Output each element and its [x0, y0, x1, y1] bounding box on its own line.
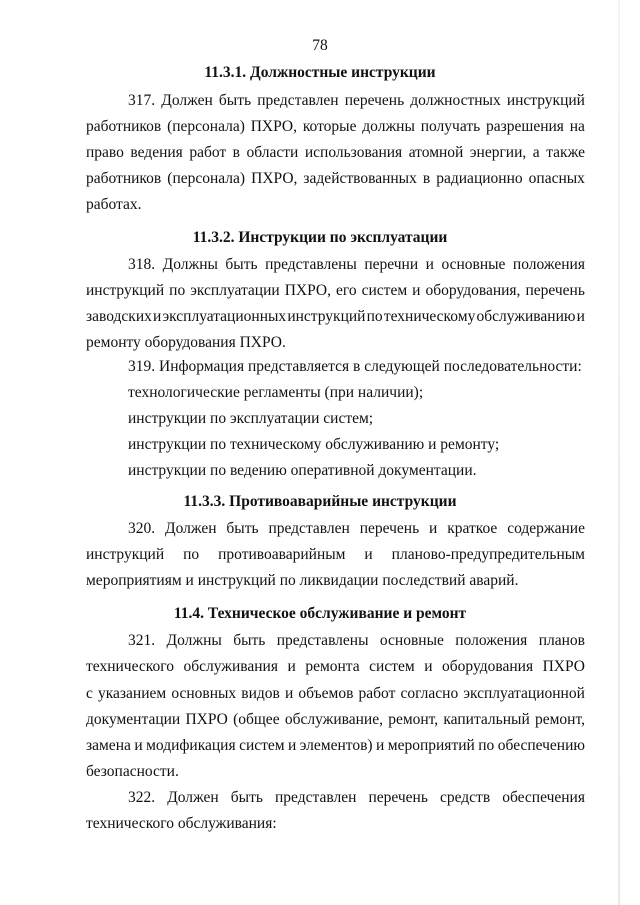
para-321-line-5 [86, 737, 585, 755]
word: получать [420, 118, 481, 135]
word: положения [455, 632, 528, 649]
word: работников [86, 118, 162, 135]
word: и [284, 685, 294, 702]
para-317-line-4 [86, 170, 585, 188]
word: с [86, 685, 93, 702]
word: техническому [383, 308, 476, 325]
word: инструкций [287, 308, 366, 325]
word: ПХРО, [284, 282, 331, 299]
para-320-line-2 [86, 546, 585, 564]
section-heading-11-3-2: 11.3.2. Инструкции по эксплуатации [192, 229, 448, 246]
word: представлен [257, 92, 339, 109]
word: представлен [268, 520, 350, 537]
word: инструкций [86, 546, 165, 563]
word: краткое [447, 520, 498, 537]
para-320-line-3: мероприятиям и инструкций по ликвидации последствий аварий. [86, 572, 519, 589]
word: и [424, 658, 433, 675]
word: 321. [128, 632, 156, 649]
word: обслуживанию [476, 308, 576, 325]
word: Должен [167, 789, 219, 806]
word: работ [358, 685, 396, 702]
word: положения [512, 256, 585, 273]
word: и [153, 308, 162, 325]
section-heading-11-4: 11.4. Техническое обслуживание и ремонт [173, 605, 467, 622]
list-item: инструкции по эксплуатации систем; [128, 410, 374, 427]
word: (персонала) [167, 170, 246, 187]
para-321-line-1 [128, 632, 585, 650]
word: энергии, [469, 144, 527, 161]
word: опасных [528, 170, 585, 187]
para-320-line-1 [128, 520, 585, 538]
word: по [478, 737, 495, 754]
word: Должны [166, 632, 222, 649]
word: 322. [128, 789, 156, 806]
word: радиационно [436, 170, 523, 187]
section-heading-11-3-1: 11.3.1. Должностные инструкции [204, 64, 436, 81]
word: перечень [344, 92, 405, 109]
word: использования [304, 144, 403, 161]
para-318-line-1 [128, 256, 585, 274]
word: (общее [233, 711, 280, 728]
word: основные [441, 256, 506, 273]
word: и [287, 658, 296, 675]
word: быть [230, 789, 263, 806]
word: перечень [525, 282, 585, 299]
word: ремонт, [534, 711, 585, 728]
word: планово-предупредительным [391, 546, 585, 563]
list-item: инструкции по техническому обслуживанию и ремонту; [128, 436, 500, 453]
word: быть [233, 632, 266, 649]
word: и [134, 737, 143, 754]
word: ПХРО [542, 658, 585, 675]
list-item: инструкции по ведению оперативной документации. [128, 462, 477, 479]
word: указанием [98, 685, 167, 702]
word: его [336, 282, 357, 299]
word: мероприятий [387, 737, 475, 754]
word: инструкций [506, 92, 585, 109]
word: оборудования [442, 658, 534, 675]
para-319-intro: 319. Информация представляется в следующей последовательности: [128, 358, 582, 375]
word: ведения [130, 144, 183, 161]
word: обеспечения [502, 789, 585, 806]
word: ремонта [305, 658, 360, 675]
word: систем [361, 282, 408, 299]
word: средств [439, 789, 491, 806]
word: систем [239, 737, 285, 754]
word: право [86, 144, 124, 161]
word: эксплуатационных [162, 308, 287, 325]
word: обеспечению [497, 737, 585, 754]
page-number: 78 [312, 37, 328, 54]
word: на [569, 118, 585, 135]
word: по [183, 546, 200, 563]
word: объемов [298, 685, 354, 702]
word: технического [86, 658, 174, 675]
word: быть [225, 256, 258, 273]
word: видов [241, 685, 280, 702]
para-317-line-2 [86, 118, 585, 136]
word: и [364, 546, 373, 563]
word: задействованных [303, 170, 417, 187]
word: и [412, 282, 421, 299]
word: разрешения [486, 118, 564, 135]
word: представлены [276, 632, 369, 649]
word: ремонт, [388, 711, 439, 728]
word: в [232, 144, 240, 161]
para-321-line-6: безопасности. [86, 763, 179, 780]
word: должны [362, 118, 415, 135]
scan-edge-shadow [618, 0, 620, 905]
word: и [576, 308, 585, 325]
word: которые [302, 118, 357, 135]
word: в [422, 170, 431, 187]
word: Должны [162, 256, 218, 273]
word: ПХРО, [251, 170, 298, 187]
para-321-line-4 [86, 711, 585, 729]
word: содержание [507, 520, 585, 537]
word: модификация [146, 737, 236, 754]
word: планов [538, 632, 585, 649]
word: Должен [161, 92, 213, 109]
word: а [532, 144, 540, 161]
word: эксплуатации [190, 282, 280, 299]
para-317-line-3 [86, 144, 585, 162]
word: и [376, 737, 385, 754]
word: капитальный [443, 711, 530, 728]
para-321-line-3 [86, 685, 585, 703]
word: Должен [165, 520, 217, 537]
word: ПХРО, [250, 118, 297, 135]
list-item: технологические регламенты (при наличии); [128, 384, 424, 401]
word: также [546, 144, 585, 161]
word: основные [379, 632, 444, 649]
word: систем [369, 658, 415, 675]
word: представлен [275, 789, 357, 806]
word: работников [86, 170, 162, 187]
word: обслуживание, [284, 711, 383, 728]
word: перечни [364, 256, 419, 273]
para-318-line-2 [86, 282, 585, 300]
word: перечень [368, 789, 428, 806]
word: 317. [128, 92, 156, 109]
word: документации [86, 711, 181, 728]
word: быть [218, 92, 252, 109]
word: области [246, 144, 299, 161]
word: (персонала) [167, 118, 245, 135]
para-317-line-5: работах. [86, 196, 142, 213]
word: и [429, 520, 438, 537]
word: и [425, 256, 434, 273]
word: 318. [128, 256, 156, 273]
section-heading-11-3-3: 11.3.3. Противоаварийные инструкции [183, 493, 457, 510]
para-322-line-2: технического обслуживания: [86, 815, 277, 832]
word: инструкций [86, 282, 165, 299]
para-318-line-3 [86, 308, 585, 326]
word: по [366, 308, 383, 325]
para-322-line-1 [128, 789, 585, 807]
word: согласно [400, 685, 459, 702]
word: заводских [86, 308, 152, 325]
word: основных [171, 685, 237, 702]
para-318-line-4: ремонту оборудования ПХРО. [86, 334, 286, 351]
word: работ [189, 144, 227, 161]
word: по [169, 282, 186, 299]
word: представлены [265, 256, 357, 273]
word: должностных [410, 92, 501, 109]
word: оборудования, [425, 282, 521, 299]
word: ПХРО [185, 711, 228, 728]
word: атомной [408, 144, 464, 161]
word: 320. [128, 520, 156, 537]
word: эксплуатационной [463, 685, 585, 702]
word: быть [226, 520, 259, 537]
para-317-line-1 [128, 92, 585, 110]
word: перечень [359, 520, 420, 537]
word: противоаварийным [218, 546, 346, 563]
word: замена [86, 737, 131, 754]
word: и [288, 737, 297, 754]
word: элементов) [299, 737, 373, 754]
para-321-line-2 [86, 658, 585, 676]
word: обслуживания [183, 658, 278, 675]
